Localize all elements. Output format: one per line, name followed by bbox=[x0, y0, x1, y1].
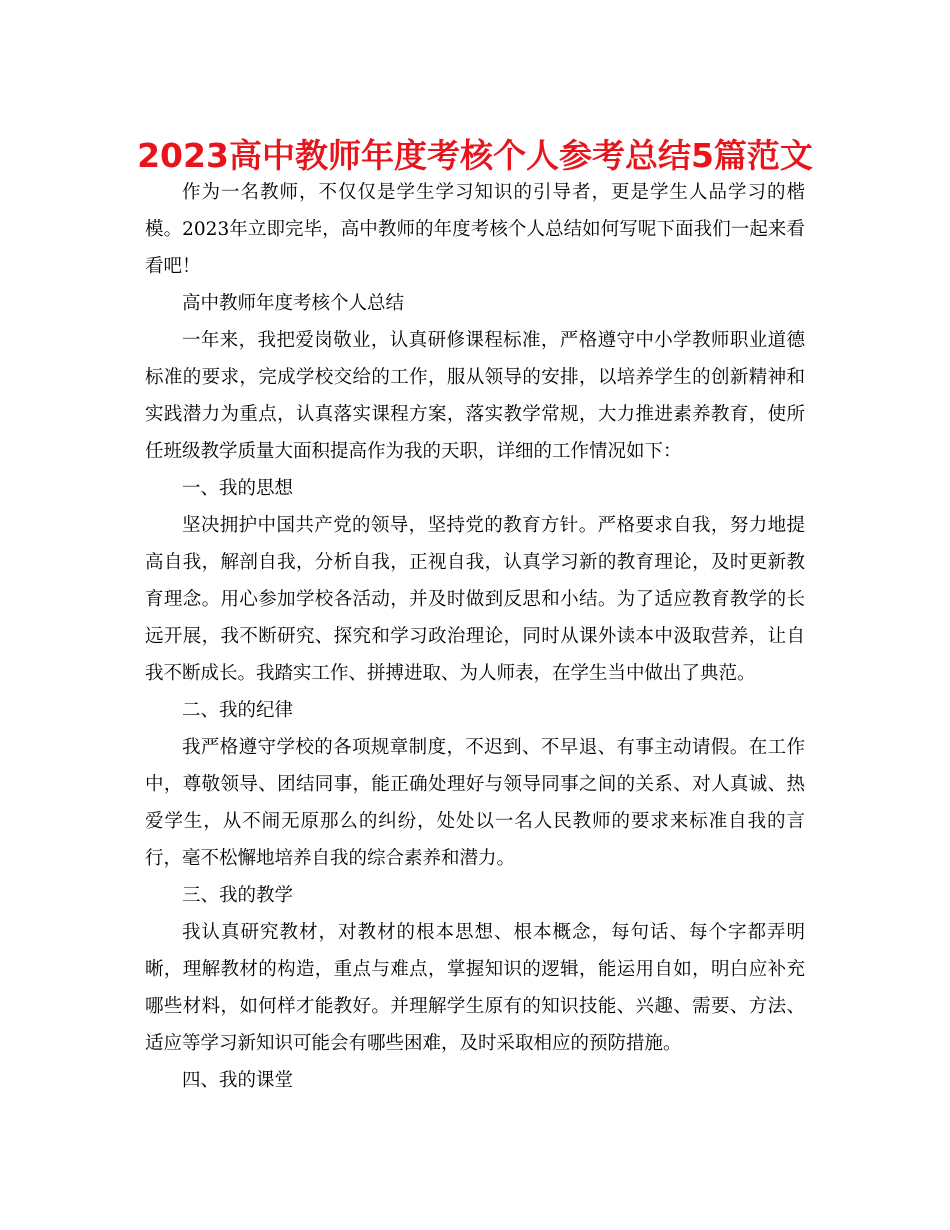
document-body bbox=[145, 174, 805, 1099]
thought-paragraph: 坚决拥护中国共产党的领导，坚持党的教育方针。严格要求自我，努力地提高自我，解剖自我，分析自我，正视自我，认真学习新的教育理论，及时更新教育理念。用心参加学校各活动，并及时做到反思和小结。为了适应教育教学的长远开展，我不断研究、探究和学习政治理论，同时从课外读本中汲取营养，让自我不断成长。我踏实工作、拼搏进取、为人师表，在学生当中做出了典范。 bbox=[145, 515, 805, 684]
discipline-paragraph: 我严格遵守学校的各项规章制度，不迟到、不早退、有事主动请假。在工作中，尊敬领导、团结同事，能正确处理好与领导同事之间的关系、对人真诚、热爱学生，从不闹无原那么的纠纷，处处以一名人民教师的要求来标准自我的言行，毫不松懈地培养自我的综合素养和潜力。 bbox=[145, 737, 805, 869]
teaching-paragraph: 我认真研究教材，对教材的根本思想、根本概念，每句话、每个字都弄明晰，理解教材的构造，重点与难点，掌握知识的逻辑，能运用自如，明白应补充哪些材料，如何样才能教好。并理解学生原有的知识技能、兴趣、需要、方法、适应等学习新知识可能会有哪些困难，及时采取相应的预防措施。 bbox=[145, 922, 805, 1054]
section-heading-classroom: 四、我的课堂 bbox=[182, 1070, 294, 1091]
intro-paragraph: 作为一名教师，不仅仅是学生学习知识的引导者，更是学生人品学习的楷模。2023年立即完毕，高中教师的年度考核个人总结如何写呢下面我们一起来看看吧！ bbox=[145, 182, 805, 277]
section-heading-thought: 一、我的思想 bbox=[182, 478, 294, 499]
section-heading-discipline: 二、我的纪律 bbox=[182, 700, 294, 721]
section-heading-teaching: 三、我的教学 bbox=[182, 885, 294, 906]
section-subtitle: 高中教师年度考核个人总结 bbox=[182, 293, 405, 314]
overview-paragraph: 一年来，我把爱岗敬业，认真研修课程标准，严格遵守中小学教师职业道德标准的要求，完成学校交给的工作，服从领导的安排，以培养学生的创新精神和实践潜力为重点，认真落实课程方案，落实教学常规，大力推进素养教育，使所任班级教学质量大面积提高作为我的天职，详细的工作情况如下： bbox=[145, 330, 805, 462]
document-title: 2023高中教师年度考核个人参考总结5篇范文 bbox=[137, 136, 813, 175]
